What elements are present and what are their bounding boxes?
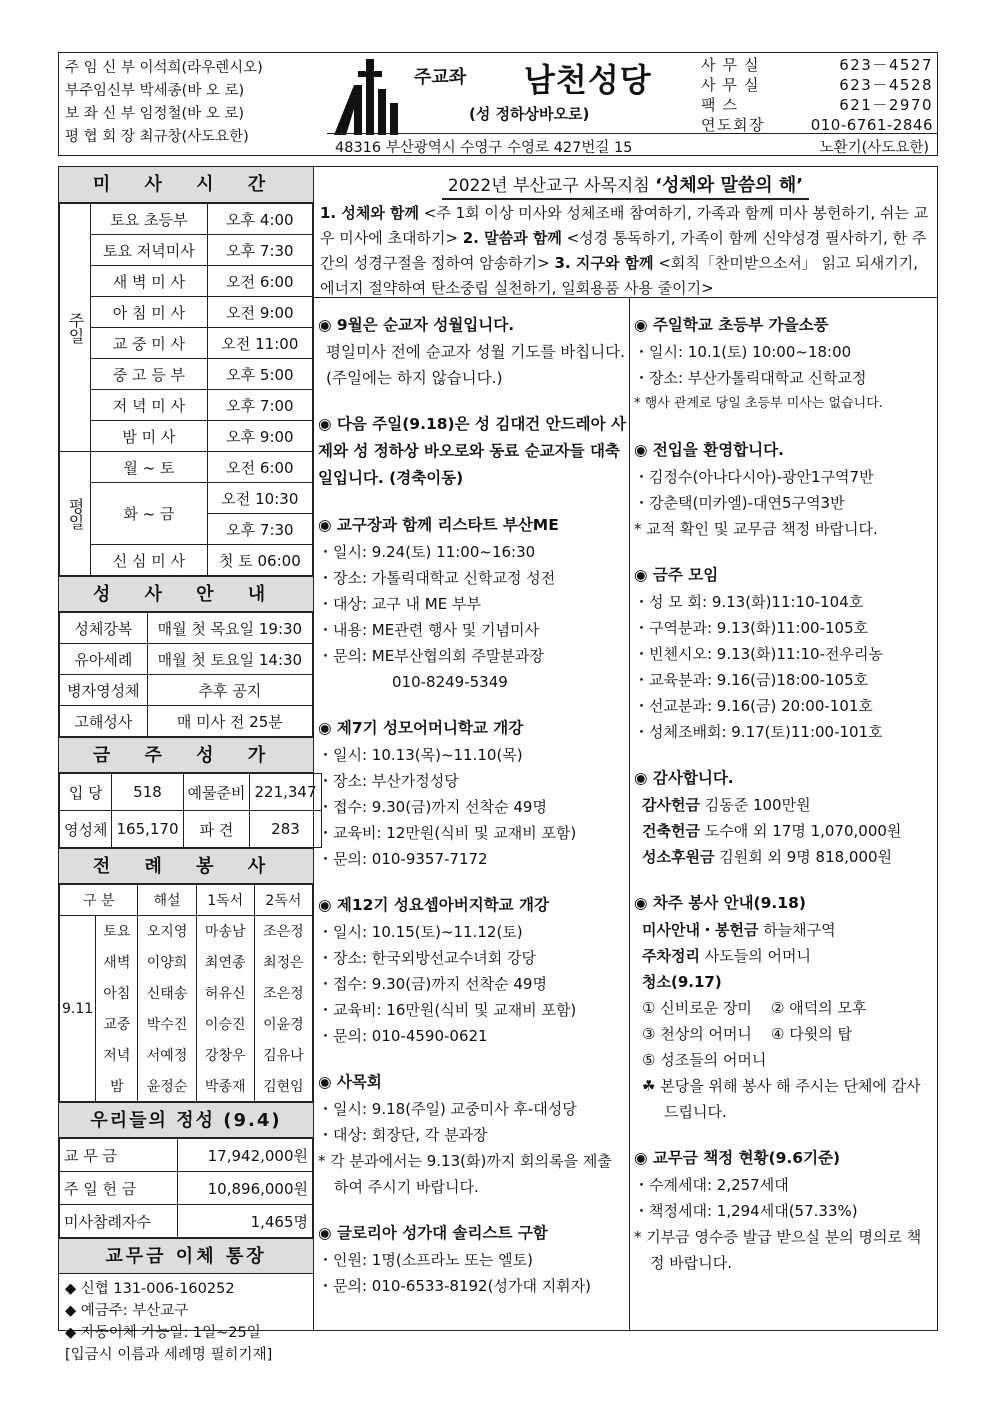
notice-title: ◉ 감사합니다.	[634, 769, 734, 787]
mass-time: 오전 11:00	[207, 328, 312, 359]
table-row	[60, 359, 313, 390]
parish-logo-icon	[334, 59, 404, 137]
liturgy-cell: 윤정순	[138, 1071, 196, 1102]
notice-keyword: 건축헌금	[642, 822, 700, 840]
notice-keyword: 성소후원금	[642, 848, 715, 866]
notice-line: ・일시: 10.13(목)~11.10(목)	[318, 746, 523, 764]
liturgy-cell: 허유신	[196, 978, 254, 1009]
notice-line: ① 신비로운 장미 ② 애덕의 모후	[642, 999, 867, 1017]
notice-item	[634, 1145, 934, 1276]
notice-line	[634, 792, 934, 818]
liturgy-cell: 박수진	[138, 1009, 196, 1040]
mass-name: 화 ~ 금	[91, 483, 208, 545]
notice-line: ・구역분과: 9.13(화)11:00-105호	[634, 619, 869, 637]
table-row	[60, 421, 313, 452]
table-row	[60, 774, 322, 811]
mass-time: 오전 6:00	[207, 266, 312, 297]
left-column	[58, 166, 317, 1363]
notice-title: ◉ 주일학교 초등부 가을소풍	[634, 316, 829, 334]
contact-value: 010-6761-2846	[810, 116, 933, 134]
table-row	[60, 885, 313, 916]
notice-line: ・일시: 9.24(토) 11:00~16:30	[318, 543, 536, 561]
mass-name: 교 중 미 사	[91, 328, 208, 359]
devotion-value: 10,896,000원	[178, 1172, 313, 1205]
notice-line: ・문의: 010-4590-0621	[318, 1027, 488, 1045]
table-row	[60, 545, 313, 576]
liturgy-cell: 이양희	[138, 947, 196, 978]
liturgy-mass: 저녁	[96, 1040, 138, 1071]
mass-times-table	[59, 203, 313, 576]
notice-title: ◉ 9월은 순교자 성월입니다.	[318, 316, 515, 334]
column-header: 구 분	[60, 885, 138, 916]
mass-time: 오전 9:00	[207, 297, 312, 328]
liturgy-mass: 교중	[96, 1009, 138, 1040]
staff-line: 부주임신부 박세종(바 오 로)	[65, 83, 245, 99]
notice-line	[634, 844, 934, 870]
mass-name: 아 침 미 사	[91, 297, 208, 328]
notice-item	[634, 562, 934, 745]
mass-time: 첫 토 06:00	[207, 545, 312, 576]
liturgy-table	[59, 884, 313, 1102]
table-row	[60, 706, 313, 737]
liturgy-cell: 최정은	[254, 947, 312, 978]
notice-item	[318, 1069, 626, 1200]
notice-line: ・장소: 부산가정성당	[318, 772, 459, 790]
account-line: ◆ 자동이체 가능일: 1일~25일	[65, 1325, 261, 1341]
contact-value: 623－4527	[839, 56, 933, 74]
notice-line: ・교육비: 16만원(식비 및 교재비 포함)	[318, 1001, 577, 1019]
notice-item	[318, 512, 626, 695]
address: 48316 부산광역시 수영구 수영로 427번길 15	[335, 140, 633, 156]
table-row	[60, 1009, 313, 1040]
notice-line	[634, 969, 934, 995]
notice-line: ・김정수(아나다시아)-광안1구역7반	[634, 468, 874, 486]
staff-line: 주 임 신 부 이석희(라우렌시오)	[65, 60, 263, 76]
liturgy-date: 9.11	[60, 916, 96, 1102]
notice-line	[634, 917, 934, 943]
sacrament-name: 병자영성체	[60, 675, 148, 706]
mass-time: 오전 6:00	[207, 452, 312, 483]
notice-line: ・책정세대: 1,294세대(57.33%)	[634, 1202, 858, 1220]
table-row	[60, 1139, 313, 1172]
sacrament-name: 유아세례	[60, 644, 148, 675]
liturgy-mass: 새벽	[96, 947, 138, 978]
table-row	[60, 266, 313, 297]
table-row	[60, 390, 313, 421]
banner-title-highlight: ‘성체와 말씀의 해’	[655, 175, 804, 196]
table-row	[60, 235, 313, 266]
bulletin-header	[58, 52, 938, 156]
notice-line: ③ 천상의 어머니 ④ 다윗의 탑	[642, 1025, 852, 1043]
mass-time: 오후 7:30	[207, 235, 312, 266]
contact-label: 팩스	[701, 96, 744, 114]
contact-label: 연도회장	[701, 116, 765, 134]
liturgy-cell: 서예정	[138, 1040, 196, 1071]
notice-line: ・문의: ME부산협의회 주말분과장	[318, 647, 544, 665]
notice-line: * 각 분과에서는 9.13(화)까지 회의록을 제출하여 주시기 바랍니다.	[318, 1152, 612, 1196]
notice-line: ・교육분과: 9.16(금)18:00-105호	[634, 671, 869, 689]
guideline-text: <주 1회 이상 미사와 성체조배 참여하기, 가족과 함께 미사 봉헌하기, 쉬는 교우 미사에 초대하기>	[320, 204, 929, 247]
notice-line: * 행사 관계로 당일 초등부 미사는 없습니다.	[634, 396, 883, 411]
devotion-value: 17,942,000원	[178, 1139, 313, 1172]
table-row	[60, 328, 313, 359]
sacraments-title: 성 사 안 내	[59, 576, 313, 612]
mass-name: 토요 초등부	[91, 204, 208, 235]
notice-text: 김원회 외 9명 818,000원	[714, 848, 893, 866]
notice-line: ・선교분과: 9.16(금) 20:00-101호	[634, 697, 873, 715]
notice-line: ・강춘택(미카엘)-대연5구역3반	[634, 494, 845, 512]
sacrament-time: 매월 첫 토요일 14:30	[147, 644, 312, 675]
sacrament-time: 매 미사 전 25분	[147, 706, 312, 737]
notice-item	[318, 892, 626, 1049]
staff-line: 평 협 회 장 최규창(사도요한)	[65, 129, 249, 145]
notice-keyword: 감사헌금	[642, 796, 700, 814]
account-line: ◆ 예금주: 부산교구	[65, 1303, 189, 1319]
devotion-table	[59, 1138, 313, 1238]
notice-text: 김동준 100만원	[699, 796, 811, 814]
notice-line: ・장소: 가톨릭대학교 신학교정 성전	[318, 569, 556, 587]
notice-title: ◉ 다음 주일(9.18)은 성 김대건 안드레아 사제와 성 정하상 바오로와 동료 순교자들 대축일입니다. (경축이동)	[318, 415, 626, 487]
devotion-label: 주 일 헌 금	[60, 1172, 178, 1205]
notice-line: ・일시: 10.15(토)~11.12(토)	[318, 923, 523, 941]
table-row	[60, 483, 313, 514]
mass-name: 신 심 미 사	[91, 545, 208, 576]
right-notices	[634, 312, 934, 1296]
notice-line: ⑤ 성조들의 어머니	[642, 1051, 767, 1069]
hymn-number: 165,170	[112, 811, 183, 848]
notice-item	[634, 312, 934, 417]
account-info	[59, 1274, 313, 1370]
notice-title: ◉ 전입을 환영합니다.	[634, 441, 784, 459]
hymn-number: 518	[112, 774, 183, 811]
notice-title: ◉ 차주 봉사 안내(9.18)	[634, 894, 806, 912]
table-row	[60, 1205, 313, 1238]
notice-line: ・문의: 010-6533-8192(성가대 지휘자)	[318, 1277, 592, 1295]
notice-line: ・내용: ME관련 행사 및 기념미사	[318, 621, 539, 639]
hymn-number: 283	[250, 811, 321, 848]
notice-item	[634, 765, 934, 870]
mass-name: 월 ~ 토	[91, 452, 208, 483]
notice-line: ・대상: 교구 내 ME 부부	[318, 595, 481, 613]
mass-name: 밤 미 사	[91, 421, 208, 452]
sacrament-name: 고해성사	[60, 706, 148, 737]
mass-time: 오후 4:00	[207, 204, 312, 235]
account-line: ◆ 신협 131-006-160252	[65, 1281, 235, 1297]
notice-keyword: 청소(9.17)	[642, 973, 722, 991]
notice-line	[634, 818, 934, 844]
notice-title: ◉ 제12기 성요셉아버지학교 개강	[318, 896, 549, 914]
table-row	[60, 916, 313, 947]
notice-line: ・인원: 1명(소프라노 또는 엘토)	[318, 1251, 533, 1269]
notice-title: ◉ 금주 모임	[634, 566, 719, 584]
liturgy-cell: 신태송	[138, 978, 196, 1009]
hymns-table	[59, 773, 322, 848]
notice-line: ・문의: 010-9357-7172	[318, 850, 488, 868]
table-row	[60, 1040, 313, 1071]
address-bar	[327, 133, 937, 155]
hymns-title: 금 주 성 가	[59, 737, 313, 773]
guideline-heading: 1. 성체와 함께	[320, 204, 420, 222]
liturgy-title: 전 례 봉 사	[59, 848, 313, 884]
notice-line: 010-8249-5349	[392, 673, 508, 691]
mass-name: 저 녁 미 사	[91, 390, 208, 421]
notice-line: ・장소: 부산가톨릭대학교 신학교정	[634, 369, 867, 387]
contact-label: 사무실	[701, 76, 766, 94]
notice-line: ・일시: 10.1(토) 10:00~18:00	[634, 343, 852, 361]
hymn-label: 예물준비	[183, 774, 250, 811]
table-row	[60, 1172, 313, 1205]
table-row	[60, 675, 313, 706]
table-row	[60, 297, 313, 328]
center-notices	[318, 312, 626, 1319]
notice-item	[634, 890, 934, 1125]
liturgy-cell: 마송남	[196, 916, 254, 947]
table-row	[60, 452, 313, 483]
notice-item	[318, 312, 626, 391]
notice-item	[318, 411, 626, 492]
notice-title: ◉ 제7기 성모어머니학교 개강	[318, 719, 524, 737]
notice-line: ・접수: 9.30(금)까지 선착순 49명	[318, 975, 547, 993]
notice-keyword: 미사안내・봉헌금	[642, 921, 759, 939]
table-row	[60, 811, 322, 848]
devotion-label: 미사참례자수	[60, 1205, 178, 1238]
banner-title	[314, 167, 937, 197]
mass-time: 오후 9:00	[207, 421, 312, 452]
notice-item	[318, 715, 626, 872]
liturgy-mass: 밤	[96, 1071, 138, 1102]
notice-line: 평일미사 전에 순교자 성월 기도를 바칩니다.(주일에는 하지 않습니다.)	[326, 343, 626, 387]
notice-line: ・접수: 9.30(금)까지 선착순 49명	[318, 798, 547, 816]
liturgy-cell: 강창우	[196, 1040, 254, 1071]
weekday-label: 평일	[60, 452, 91, 576]
liturgy-cell: 박종재	[196, 1071, 254, 1102]
notice-text: 사도들의 어머니	[699, 947, 811, 965]
notice-line: * 기부금 영수증 발급 받으실 분의 명의로 책정 바랍니다.	[634, 1228, 922, 1272]
contact-value: 623－4528	[839, 76, 933, 94]
notice-text: 도수애 외 17명 1,070,000원	[699, 822, 902, 840]
contact-line	[701, 95, 933, 115]
sacrament-time: 매월 첫 목요일 19:30	[147, 613, 312, 644]
table-row	[60, 978, 313, 1009]
contact-line	[701, 115, 933, 135]
clergy-list	[65, 57, 315, 149]
hymn-label: 입 당	[60, 774, 112, 811]
devotion-label: 교 무 금	[60, 1139, 178, 1172]
contact-line	[701, 55, 933, 75]
notice-line: ・대상: 회장단, 각 분과장	[318, 1126, 488, 1144]
notice-line: ・교육비: 12만원(식비 및 교재비 포함)	[318, 824, 577, 842]
notice-line: ・수계세대: 2,257세대	[634, 1176, 789, 1194]
account-title: 교무금 이체 통장	[59, 1238, 313, 1274]
liturgy-cell: 최연종	[196, 947, 254, 978]
mass-time: 오후 7:30	[207, 514, 312, 545]
notice-line: ・성 모 회: 9.13(화)11:10-104호	[634, 593, 864, 611]
notice-line: ☘ 본당을 위해 봉사 해 주시는 단체에 감사 드립니다.	[642, 1077, 921, 1121]
mass-time: 오후 7:00	[207, 390, 312, 421]
parish-name: 남천성당	[524, 61, 652, 99]
mass-name: 중 고 등 부	[91, 359, 208, 390]
mass-name: 새 벽 미 사	[91, 266, 208, 297]
contact-list	[701, 55, 933, 135]
notice-line: ・일시: 9.18(주일) 교중미사 후-대성당	[318, 1100, 577, 1118]
contact-label: 사무실	[701, 56, 766, 74]
guideline-text: <성경 통독하기, 가족이 함께 신약성경 필사하기, 한 주간의 성경구절을 정하여 암송하기>	[320, 229, 927, 272]
table-row	[60, 1071, 313, 1102]
staff-line: 보 좌 신 부 임정철(바 오 로)	[65, 106, 245, 122]
table-row	[60, 644, 313, 675]
guideline-text: <회칙「찬미받으소서」 읽고 되새기기, 에너지 절약하여 탄소중립 실천하기, 일회용품 사용 줄이기>	[320, 254, 919, 297]
table-row	[60, 204, 313, 235]
notice-item	[634, 437, 934, 542]
contact-value: 621－2970	[839, 96, 933, 114]
guideline-heading: 3. 지구와 함께	[554, 254, 654, 272]
mass-times-title: 미 사 시 간	[59, 167, 313, 203]
parish-patron: (성 정하상바오로)	[469, 105, 590, 123]
column-header: 1독서	[196, 885, 254, 916]
pastoral-guideline-banner	[313, 166, 938, 298]
hymn-number: 221,347	[250, 774, 321, 811]
sacraments-table	[59, 612, 313, 737]
liturgy-cell: 오지영	[138, 916, 196, 947]
contact-person: 노환기(사도요한)	[819, 140, 929, 156]
table-row	[60, 947, 313, 978]
account-line: [입금시 이름과 세례명 필히기재]	[65, 1347, 273, 1363]
banner-title-prefix: 2022년 부산교구 사목지침	[447, 176, 650, 196]
notice-title: ◉ 사목회	[318, 1073, 382, 1091]
liturgy-cell: 이승진	[196, 1009, 254, 1040]
notice-title: ◉ 교무금 책정 현황(9.6기준)	[634, 1149, 841, 1167]
column-header: 해설	[138, 885, 196, 916]
notice-text: 하늘채구역	[758, 921, 836, 939]
contact-line	[701, 75, 933, 95]
liturgy-mass: 토요	[96, 916, 138, 947]
mass-time: 오전 10:30	[207, 483, 312, 514]
notice-title: ◉ 교구장과 함께 리스타트 부산ME	[318, 516, 559, 534]
notice-line	[634, 943, 934, 969]
sacrament-time: 추후 공지	[147, 675, 312, 706]
liturgy-cell: 김현임	[254, 1071, 312, 1102]
notice-keyword: 주차정리	[642, 947, 700, 965]
devotion-value: 1,465명	[178, 1205, 313, 1238]
liturgy-cell: 조은정	[254, 978, 312, 1009]
devotion-title: 우리들의 정성 (9.4)	[59, 1102, 313, 1138]
guideline-heading: 2. 말씀과 함께	[462, 229, 562, 247]
banner-body	[314, 197, 937, 305]
hymn-label: 파 견	[183, 811, 250, 848]
notice-item	[318, 1220, 626, 1299]
sacrament-name: 성체강복	[60, 613, 148, 644]
liturgy-mass: 아침	[96, 978, 138, 1009]
notice-line: ・빈첸시오: 9.13(화)11:10-전우리농	[634, 645, 883, 663]
cathedral-label: 주교좌	[414, 67, 467, 88]
sunday-label: 주일	[60, 204, 91, 452]
notice-line: * 교적 확인 및 교무금 책정 바랍니다.	[634, 520, 878, 538]
mass-name: 토요 저녁미사	[91, 235, 208, 266]
notice-line: ・장소: 한국외방선교수녀회 강당	[318, 949, 536, 967]
column-header: 2독서	[254, 885, 312, 916]
mass-time: 오후 5:00	[207, 359, 312, 390]
liturgy-cell: 김유나	[254, 1040, 312, 1071]
table-row	[60, 613, 313, 644]
notice-title: ◉ 글로리아 성가대 솔리스트 구함	[318, 1224, 548, 1242]
hymn-label: 영성체	[60, 811, 112, 848]
notice-line: ・성체조배회: 9.17(토)11:00-101호	[634, 723, 883, 741]
liturgy-cell: 이윤경	[254, 1009, 312, 1040]
liturgy-cell: 조은정	[254, 916, 312, 947]
